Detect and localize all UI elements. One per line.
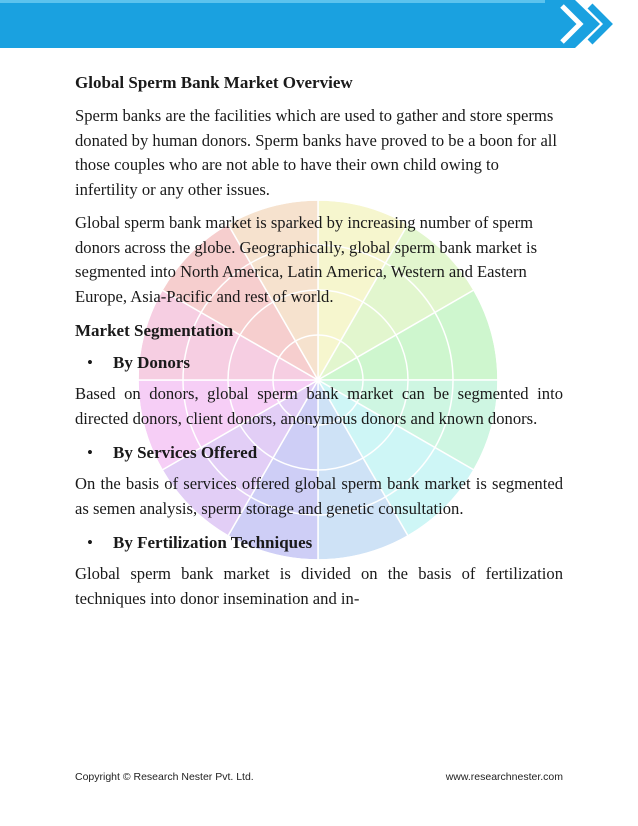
overview-title: Global Sperm Bank Market Overview xyxy=(75,73,353,92)
page-content xyxy=(75,70,563,620)
services-paragraph: On the basis of services offered global sperm bank market is segmented as semen analysis, sperm storage and genetic consultation. xyxy=(75,474,563,518)
donors-paragraph: Based on donors, global sperm bank market can be segmented into directed donors, client donors, anonymous donors and known donors. xyxy=(75,384,563,428)
header-band xyxy=(0,0,638,48)
footer xyxy=(75,771,563,783)
overview-paragraph-1: Sperm banks are the facilities which are used to gather and store sperms donated by human donors. Sperm banks have proved to be a boon for all those couples who are not able to have their own child owing to infertility or any other issues. xyxy=(75,106,558,199)
footer-website[interactable]: www.researchnester.com xyxy=(445,771,563,783)
bullet-label: By Fertilization Techniques xyxy=(113,533,313,552)
bullet-dot-icon: • xyxy=(87,353,93,372)
bullet-dot-icon: • xyxy=(87,443,93,462)
footer-copyright: Copyright © Research Nester Pvt. Ltd. xyxy=(75,771,254,783)
bullet-label: By Services Offered xyxy=(113,443,258,462)
segmentation-title: Market Segmentation xyxy=(75,321,234,340)
bullet-by-fertilization xyxy=(75,530,563,556)
fertilization-paragraph: Global sperm bank market is divided on the basis of fertilization techniques into donor insemination and in- xyxy=(75,564,563,608)
bullet-label: By Donors xyxy=(113,353,190,372)
bullet-by-services xyxy=(75,440,563,466)
overview-paragraph-2: Global sperm bank market is sparked by increasing number of sperm donors across the globe. Geographically, global sperm bank market is segmented into North America, Latin America, Western and Eastern Europe, Asia-Pacific and rest of world. xyxy=(75,213,538,306)
bullet-by-donors xyxy=(75,350,563,376)
bullet-dot-icon: • xyxy=(87,533,93,552)
